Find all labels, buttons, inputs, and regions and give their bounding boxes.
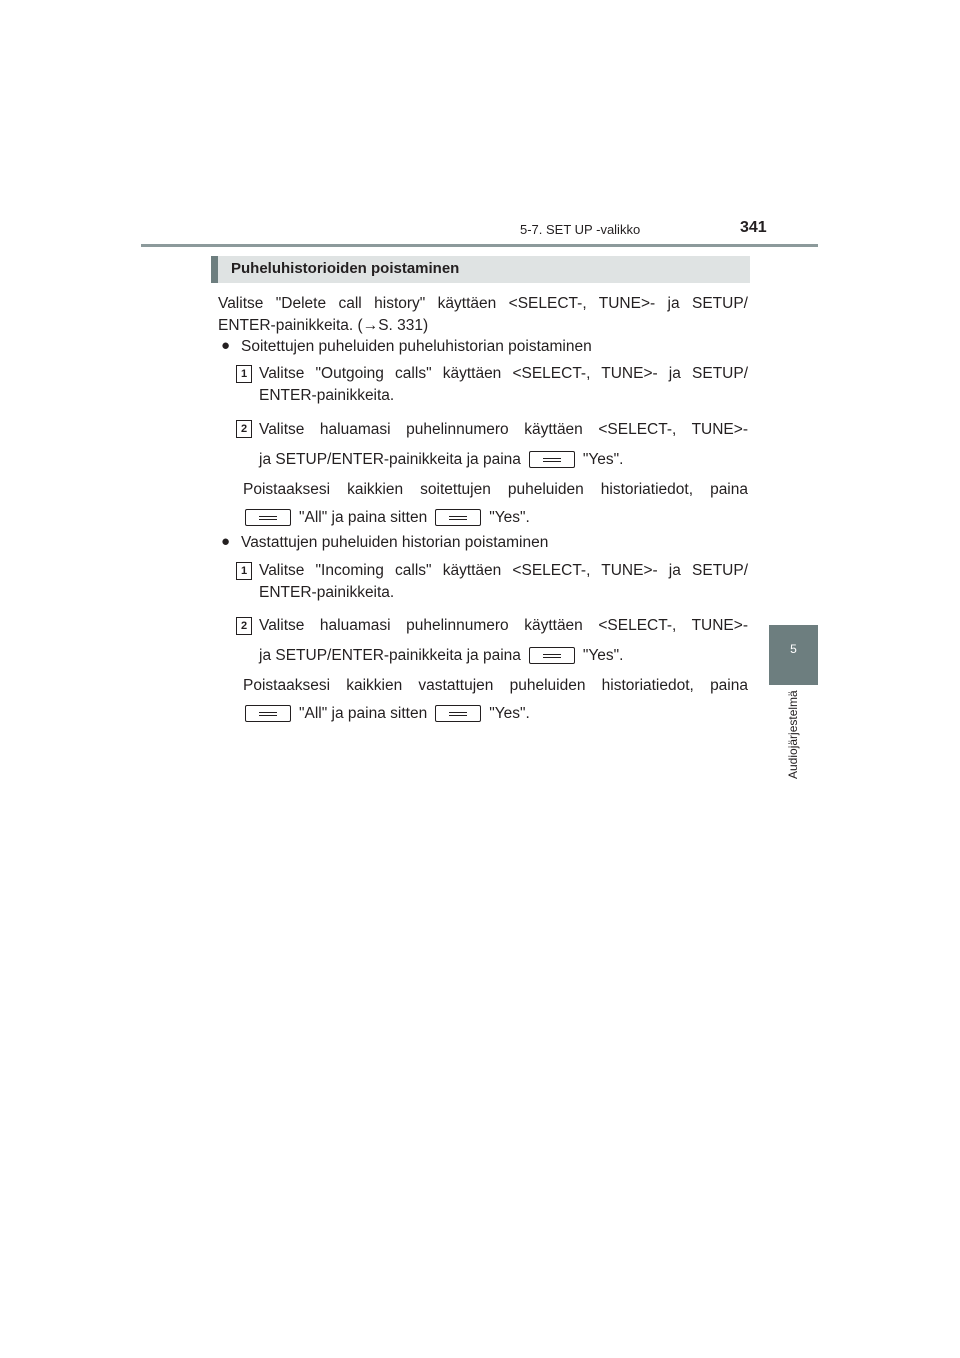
outgoing-step2-line1: Valitse haluamasi puhelinnumero käyttäen <SELECT-, TUNE>- — [259, 421, 748, 438]
outgoing-note-line1: Poistaaksesi kaikkien soitettujen puheluiden historiatiedot, paina — [243, 481, 748, 498]
soft-key-icon — [245, 509, 291, 526]
running-header-section: 5-7. SET UP -valikko — [520, 222, 641, 237]
soft-key-icon — [529, 451, 575, 468]
step-1-badge: 1 — [236, 562, 252, 580]
section-title: Puheluhistorioiden poistaminen — [231, 260, 460, 277]
outgoing-note-all: "All" ja paina sitten — [299, 509, 428, 526]
outgoing-note-line2 — [237, 508, 530, 528]
incoming-note-all: "All" ja paina sitten — [299, 705, 428, 722]
incoming-step1-line1: Valitse "Incoming calls" käyttäen <SELECT-, TUNE>- ja SETUP/ — [259, 562, 748, 579]
step-2-badge: 2 — [236, 617, 252, 635]
header-divider — [141, 244, 818, 247]
soft-key-icon — [435, 705, 481, 722]
bullet-icon: ● — [221, 533, 231, 550]
section-heading-bar — [211, 256, 750, 283]
soft-key-icon — [245, 705, 291, 722]
bullet-icon: ● — [221, 337, 231, 354]
incoming-step2-text-post: "Yes". — [582, 647, 624, 664]
outgoing-note-yes: "Yes". — [489, 509, 530, 526]
step-1-badge: 1 — [236, 365, 252, 383]
outgoing-step2-line2 — [259, 450, 624, 470]
outgoing-step1-line1: Valitse "Outgoing calls" käyttäen <SELECT-, TUNE>- ja SETUP/ — [259, 365, 748, 382]
soft-key-icon — [529, 647, 575, 664]
incoming-note-line2 — [237, 704, 530, 724]
incoming-step1-line2: ENTER-painikkeita. — [259, 584, 395, 601]
incoming-heading: Vastattujen puheluiden historian poistaminen — [241, 534, 549, 551]
incoming-step2-line2 — [259, 646, 624, 666]
intro-line-2: ENTER-painikkeita. (→S. 331) — [218, 317, 429, 334]
incoming-note-yes: "Yes". — [489, 705, 530, 722]
outgoing-heading: Soitettujen puheluiden puheluhistorian poistaminen — [241, 338, 592, 355]
intro-line-1: Valitse "Delete call history" käyttäen <SELECT-, TUNE>- ja SETUP/ — [218, 295, 748, 312]
chapter-number: 5 — [790, 642, 797, 656]
incoming-step2-text-pre: ja SETUP/ENTER-painikkeita ja paina — [259, 647, 521, 664]
step-2-badge: 2 — [236, 420, 252, 438]
incoming-note-line1: Poistaaksesi kaikkien vastattujen puheluiden historiatiedot, paina — [243, 677, 748, 694]
outgoing-step1-line2: ENTER-painikkeita. — [259, 387, 395, 404]
outgoing-step2-text-post: "Yes". — [582, 451, 624, 468]
page-number: 341 — [740, 219, 767, 236]
outgoing-step2-text-pre: ja SETUP/ENTER-painikkeita ja paina — [259, 451, 521, 468]
chapter-label: Audiojärjestelmä — [786, 690, 800, 779]
incoming-step2-line1: Valitse haluamasi puhelinnumero käyttäen <SELECT-, TUNE>- — [259, 617, 748, 634]
soft-key-icon — [435, 509, 481, 526]
